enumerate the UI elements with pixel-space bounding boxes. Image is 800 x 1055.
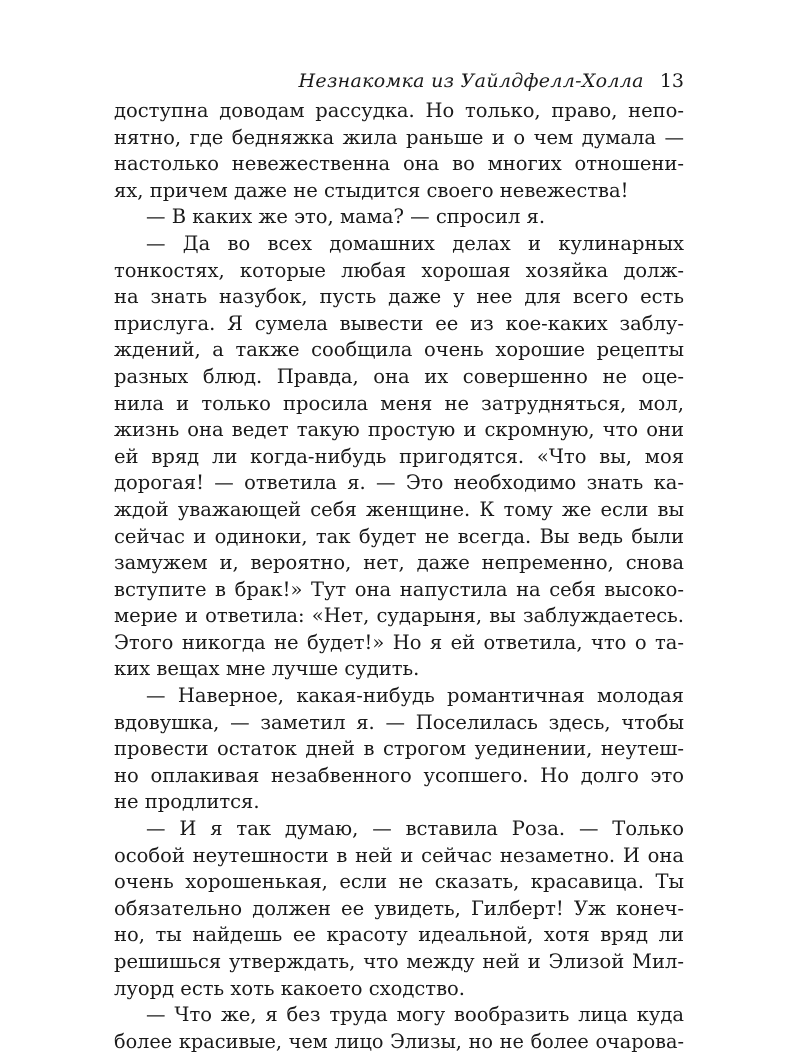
text-line: ях, причем даже не стыдится своего невежества! <box>114 178 629 202</box>
text-line: на знать назубок, пусть даже у нее для всего есть <box>114 285 684 309</box>
text-line: ждой уважающей себя женщине. К тому же если вы <box>114 497 684 521</box>
text-line: настолько невежественна она во многих отношени- <box>114 152 684 176</box>
text-line: Этого никогда не будет!» Но я ей ответила, что о та- <box>114 630 684 654</box>
text-line: тонкостях, которые любая хорошая хозяйка долж- <box>114 258 684 282</box>
text-line: особой неутешности в ней и сейчас незаметно. И она <box>114 843 684 867</box>
text-line: — И я так думаю, — вставила Роза. — Только <box>146 817 684 841</box>
text-line: сейчас и одиноки, так будет не всегда. Вы ведь были <box>114 524 684 548</box>
text-line: нятно, где бедняжка жила раньше и о чем думала — <box>114 125 684 149</box>
text-line: прислуга. Я сумела вывести ее из кое-каких заблу- <box>114 311 684 335</box>
text-line: решишься утверждать, что между ней и Элизой Мил- <box>114 950 684 973</box>
text-line: — Да во всех домашних делах и кулинарных <box>146 231 684 255</box>
text-line: луорд есть хоть какоето сходство. <box>114 976 465 1000</box>
text-line: ких вещах мне лучше судить. <box>114 657 420 681</box>
text-line: — Что же, я без труда могу вообразить лица куда <box>146 1003 684 1027</box>
running-title: Незнакомка из Уайлдфелл-Холла <box>298 70 644 92</box>
text-line: обязательно должен ее увидеть, Гилберт! Уж конеч- <box>114 896 684 920</box>
text-line: но оплакивая незабвенного усопшего. Но долго это <box>114 763 684 787</box>
text-line: дорогая! — ответила я. — Это необходимо знать ка- <box>114 471 684 495</box>
running-head <box>114 66 684 98</box>
text-line: вступите в брак!» Тут она напустила на себя высоко- <box>114 577 684 601</box>
text-line: разных блюд. Правда, она их совершенно не оце- <box>114 364 684 388</box>
text-line: замужем и, вероятно, нет, даже непременно, снова <box>114 551 684 575</box>
text-line: очень хорошенькая, если не сказать, красавица. Ты <box>114 870 684 894</box>
text-line: ждений, а также сообщила очень хорошие рецепты <box>114 338 684 362</box>
text-line: вдовушка, — заметил я. — Поселилась здесь, чтобы <box>114 710 684 734</box>
page-number: 13 <box>659 70 684 92</box>
text-line: но, ты найдешь ее красоту идеальной, хотя вряд ли <box>114 923 684 947</box>
text-line: жизнь она ведет такую простую и скромную, что они <box>114 418 684 442</box>
text-line: — Наверное, какая-нибудь романтичная молодая <box>146 684 684 708</box>
text-line: не продлится. <box>114 790 260 814</box>
text-line: провести остаток дней в строгом уединении, неутеш- <box>114 737 684 761</box>
text-line: мерие и ответила: «Нет, сударыня, вы заблуждаетесь. <box>114 604 684 628</box>
text-line: — В каких же это, мама? — спросил я. <box>146 205 546 229</box>
text-line: нила и только просила меня не затрудняться, мол, <box>114 391 684 415</box>
text-line: доступна доводам рассудка. Но только, право, непо- <box>114 99 684 122</box>
body-text <box>114 98 684 1055</box>
text-line: ей вряд ли когда-нибудь пригодятся. «Что вы, моя <box>114 444 684 468</box>
book-page <box>114 66 684 1055</box>
text-line: более красивые, чем лицо Элизы, но не более очарова- <box>114 1029 684 1053</box>
